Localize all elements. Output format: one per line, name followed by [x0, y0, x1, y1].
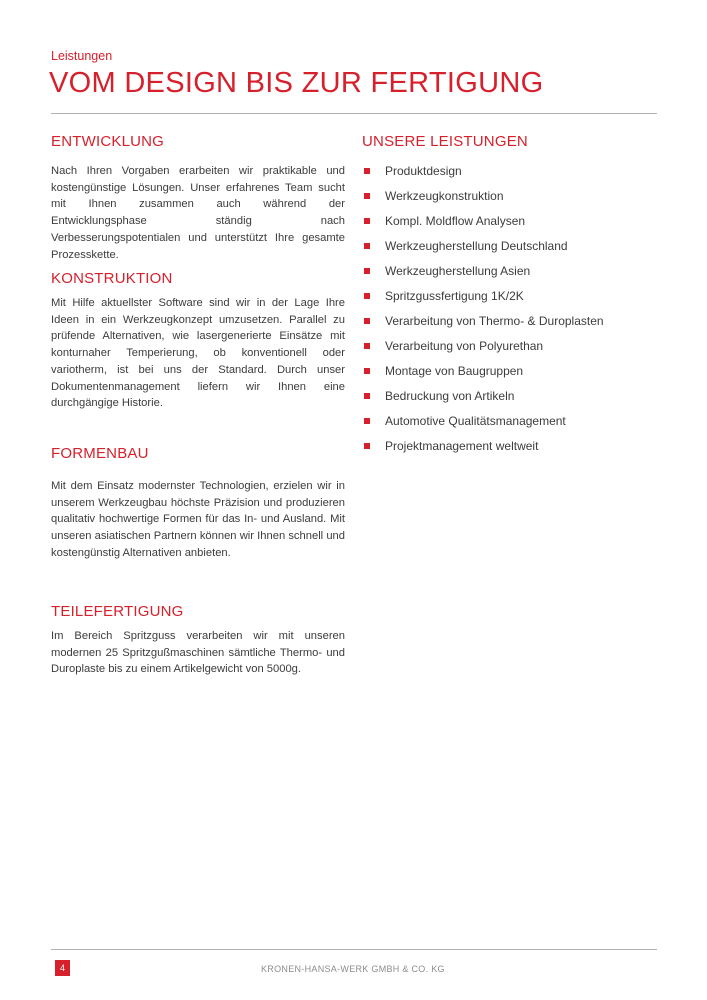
list-item-label: Verarbeitung von Thermo- & Duroplasten	[385, 313, 604, 328]
text-konstruktion: Mit Hilfe aktuellster Software sind wir in der Lage Ihre Ideen in ein Werkzeugkonzept umzusetzen. Parallel zu prüfende Alternativen, wie lasergenerierte Einsätze mit konturnaher Temperierung, ob konventionell oder variotherm, ist bei uns der Standard. Durch unser Dokumentenmanagement liefern wir Ihnen eine durchgängige Historie.	[51, 297, 345, 410]
bullet-square-icon	[364, 393, 370, 399]
list-item	[362, 433, 604, 458]
heading-entwicklung: ENTWICKLUNG	[51, 133, 165, 150]
list-item-label: Automotive Qualitätsmanagement	[385, 413, 566, 428]
heading-teilefertigung: TEILEFERTIGUNG	[51, 603, 184, 620]
list-item	[362, 408, 604, 433]
bullet-square-icon	[364, 443, 370, 449]
list-item-label: Werkzeugkonstruktion	[385, 188, 504, 203]
bullet-square-icon	[364, 168, 370, 174]
heading-formenbau: FORMENBAU	[51, 445, 149, 462]
bullet-square-icon	[364, 293, 370, 299]
top-divider	[51, 113, 657, 114]
list-item-label: Projektmanagement weltweit	[385, 438, 539, 453]
text-formenbau: Mit dem Einsatz modernster Technologien, erzielen wir in unserem Werkzeugbau höchste Präzision und produzieren qualitativ hochwertige Formen für das In- und Ausland. Mit unseren asiatischen Partnern können wir Ihnen schnell und kostengünstig Alternativen anbieten.	[51, 480, 345, 559]
bullet-square-icon	[364, 318, 370, 324]
bullet-square-icon	[364, 368, 370, 374]
heading-konstruktion: KONSTRUKTION	[51, 270, 173, 287]
list-item	[362, 233, 604, 258]
list-item-label: Produktdesign	[385, 163, 462, 178]
list-item-label: Spritzgussfertigung 1K/2K	[385, 288, 524, 303]
page-title: VOM DESIGN BIS ZUR FERTIGUNG	[49, 67, 544, 99]
list-item	[362, 333, 604, 358]
heading-leistungen: UNSERE LEISTUNGEN	[362, 133, 528, 150]
list-item	[362, 308, 604, 333]
bullet-square-icon	[364, 193, 370, 199]
list-item	[362, 383, 604, 408]
list-item	[362, 183, 604, 208]
list-item-label: Bedruckung von Artikeln	[385, 388, 515, 403]
page-number-badge: 4	[55, 960, 70, 976]
list-item-label: Verarbeitung von Polyurethan	[385, 338, 544, 353]
list-item-label: Werkzeugherstellung Deutschland	[385, 238, 568, 253]
list-item	[362, 208, 604, 233]
text-teilefertigung: Im Bereich Spritzguss verarbeiten wir mit unseren modernen 25 Spritzgußmaschinen sämtliche Thermo- und Duroplaste bis zu einem Artikelgewicht von 5000g.	[51, 630, 345, 676]
footer-divider	[51, 949, 657, 950]
bullet-square-icon	[364, 268, 370, 274]
list-item-label: Montage von Baugruppen	[385, 363, 524, 378]
list-item	[362, 258, 604, 283]
leistungen-list	[362, 158, 604, 458]
text-entwicklung: Nach Ihren Vorgaben erarbeiten wir praktikable und kostengünstige Lösungen. Unser erfahrenes Team sucht mit Ihnen zusammen auch während der Entwicklungsphase ständig nach Verbesserungspotentialen und unterstützt Ihre gesamte Prozesskette.	[51, 165, 345, 261]
bullet-square-icon	[364, 243, 370, 249]
bullet-square-icon	[364, 343, 370, 349]
list-item-label: Werkzeugherstellung Asien	[385, 263, 531, 278]
list-item-label: Kompl. Moldflow Analysen	[385, 213, 526, 228]
list-item	[362, 283, 604, 308]
footer-company: KRONEN-HANSA-WERK GMBH & CO. KG	[261, 964, 445, 974]
list-item	[362, 158, 604, 183]
list-item	[362, 358, 604, 383]
bullet-square-icon	[364, 418, 370, 424]
bullet-square-icon	[364, 218, 370, 224]
section-eyebrow: Leistungen	[51, 49, 113, 63]
